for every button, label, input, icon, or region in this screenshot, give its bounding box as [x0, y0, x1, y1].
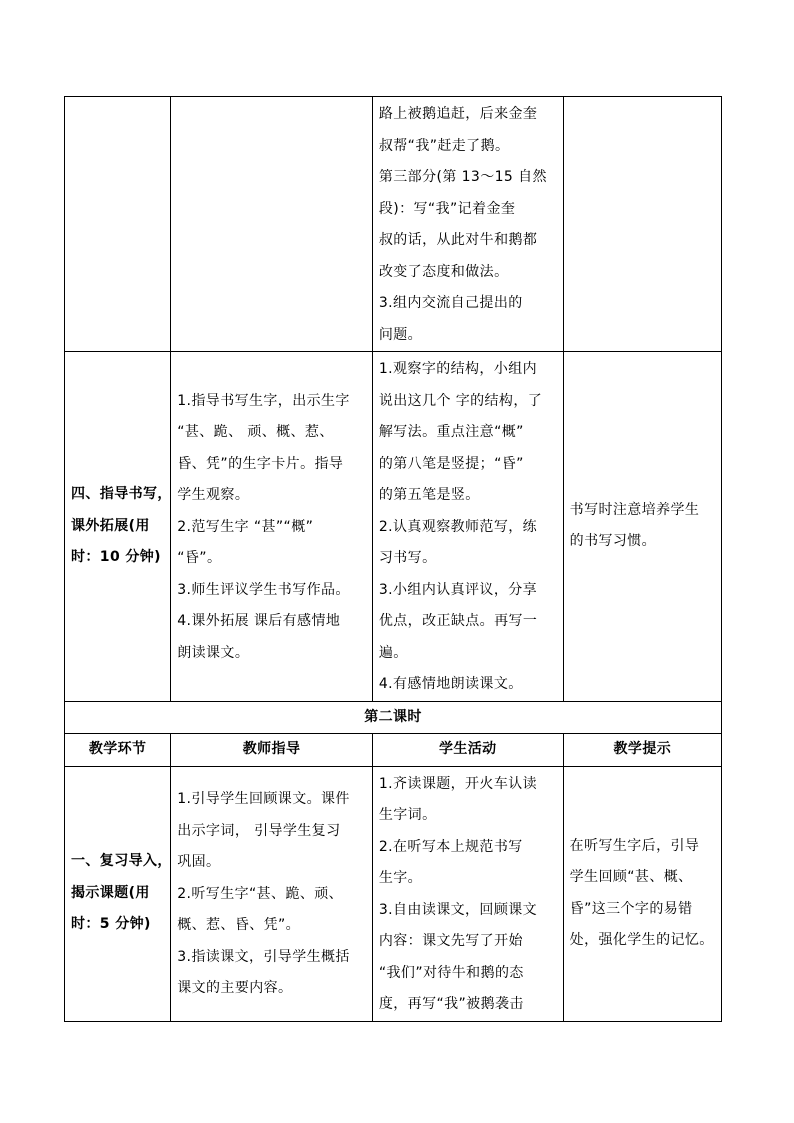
text-line: 3.师生评议学生书写作品。 [177, 581, 350, 598]
text-line: 4.课外拓展 课后有感情地 [177, 613, 341, 629]
section-title: 第二课时 [65, 701, 722, 734]
cont-tips-cell [563, 97, 721, 352]
text-line: 2.认真观察教师范写，练 [378, 518, 538, 535]
stage-cell [65, 766, 171, 1021]
text-line: 的书写习惯。 [569, 533, 657, 550]
tips-cell [563, 766, 721, 1021]
teacher-cell [171, 766, 373, 1021]
text-line: 1.齐读课题，开火车认读 [378, 775, 538, 792]
table-row-continued [65, 97, 722, 352]
text-line: 改变了态度和做法。 [378, 263, 509, 280]
header-tips: 教学提示 [563, 734, 721, 767]
text-line: 第三部分(第 13～15 自然 [378, 169, 547, 185]
text-line: 概、惹、昏、凭”。 [177, 917, 301, 934]
text-line: 1.指导书写生字，出示生字 [177, 392, 350, 409]
student-cell [372, 352, 563, 702]
text-line: 处，强化学生的记忆。 [569, 932, 714, 948]
teacher-cell [171, 352, 373, 702]
stage-line: 四、指导书写， [71, 486, 172, 502]
text-line: 解写法。重点注意“概” [378, 424, 524, 440]
header-row [65, 734, 722, 767]
text-line: 书写时注意培养学生 [569, 501, 700, 518]
header-stage: 教学环节 [65, 734, 171, 767]
text-line: 3.小组内认真评议，分享 [378, 581, 538, 598]
text-line: 3.指读课文，引导学生概括 [177, 948, 350, 965]
text-line: 昏”这三个字的易错 [569, 900, 693, 917]
text-line: 优点，改正缺点。再写一 [378, 613, 538, 629]
text-line: 的第八笔是竖提；“昏” [378, 455, 524, 472]
text-line: “昏”。 [177, 550, 222, 566]
header-student: 学生活动 [372, 734, 563, 767]
text-line: 路上被鹅追赶，后来金奎 [378, 106, 538, 122]
cont-stage-cell [65, 97, 171, 352]
text-line: 3.自由读课文，回顾课文 [378, 901, 538, 918]
stage-line: 时：5 分钟) [71, 916, 151, 933]
text-line: 2.范写生字 “甚”“概” [177, 518, 314, 535]
text-line: 2.听写生字“甚、跪、顽、 [177, 885, 344, 902]
lesson-plan-table [64, 96, 722, 1022]
text-line: 1.引导学生回顾课文。课件 [177, 791, 350, 808]
text-line: “甚、跪、 顽、概、惹、 [177, 424, 334, 440]
text-line: 3.组内交流自己提出的 [378, 295, 523, 311]
text-line: 的第五笔是竖。 [378, 487, 480, 503]
stage-line: 时：10 分钟) [71, 549, 161, 565]
text-line: 叔帮“我”赶走了鹅。 [378, 137, 510, 154]
text-line: 段)：写“我”记着金奎 [378, 200, 516, 217]
text-line: 问题。 [378, 326, 423, 343]
section-title-row [65, 701, 722, 734]
text-line: 课文的主要内容。 [177, 980, 293, 997]
stage-line: 一、复习导入， [71, 853, 172, 870]
header-teacher: 教师指导 [171, 734, 373, 767]
text-line: 学生回顾“甚、概、 [569, 869, 693, 885]
text-line: 学生观察。 [177, 487, 250, 503]
text-line: 昏、凭”的生字卡片。指导 [177, 455, 344, 472]
stage-line: 课外拓展(用 [71, 517, 150, 534]
student-cell [372, 766, 563, 1021]
text-line: 说出这几个 字的结构，了 [378, 392, 543, 409]
cont-student-cell [372, 97, 563, 352]
text-line: 在听写生字后，引导 [569, 837, 700, 854]
text-line: 生字。 [378, 870, 423, 886]
text-line: 习书写。 [378, 550, 437, 566]
tips-cell [563, 352, 721, 702]
stage-cell [65, 352, 171, 702]
text-line: 叔的话，从此对牛和鹅都 [378, 232, 538, 248]
table-row-stage-4 [65, 352, 722, 702]
text-line: 生字词。 [378, 807, 437, 823]
cont-teacher-cell [171, 97, 373, 352]
text-line: 遍。 [378, 644, 408, 661]
text-line: 度，再写“我”被鹅袭击 [378, 996, 524, 1012]
text-line: 巩固。 [177, 854, 221, 871]
text-line: 内容：课文先写了开始 [378, 933, 523, 949]
text-line: “我们”对待牛和鹅的态 [378, 964, 524, 981]
text-line: 出示字词， 引导学生复习 [177, 822, 341, 839]
stage-line: 揭示课题(用 [71, 884, 150, 901]
text-line: 朗读课文。 [177, 644, 250, 661]
table-row-stage-1 [65, 766, 722, 1021]
text-line: 1.观察字的结构，小组内 [378, 361, 538, 377]
text-line: 4.有感情地朗读课文。 [378, 676, 523, 692]
text-line: 2.在听写本上规范书写 [378, 838, 523, 855]
